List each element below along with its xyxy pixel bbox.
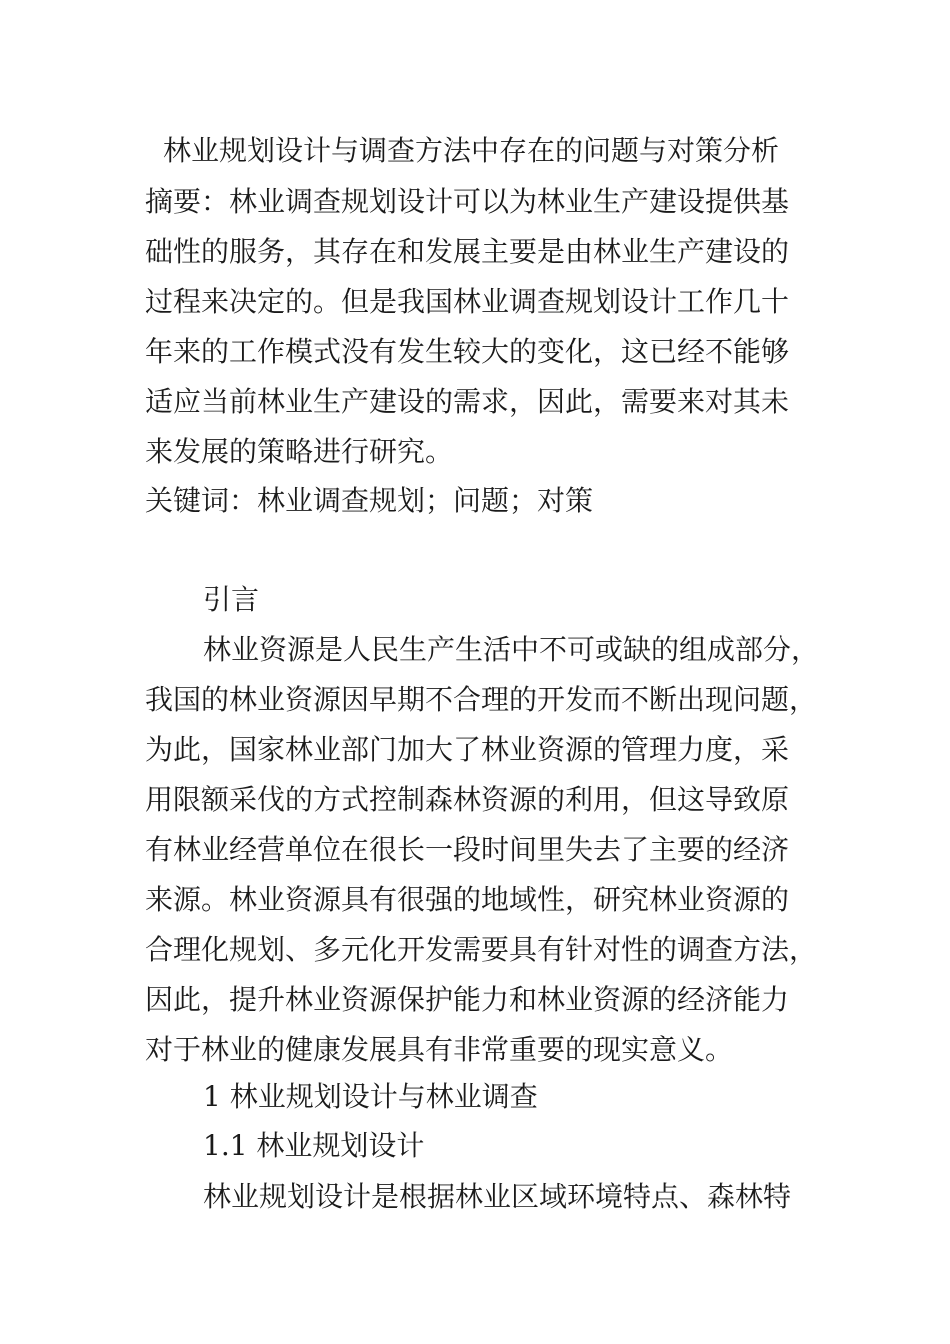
- intro-line: 因此，提升林业资源保护能力和林业资源的经济能力: [145, 983, 790, 1016]
- intro-line: 我国的林业资源因早期不合理的开发而不断出现问题，: [145, 683, 818, 716]
- section-1-1-heading: 1.1 林业规划设计: [203, 1129, 425, 1162]
- keywords-line: 关键词：林业调查规划；问题；对策: [145, 484, 594, 517]
- abstract-line: 适应当前林业生产建设的需求，因此，需要来对其未: [145, 385, 790, 418]
- abstract-line: 过程来决定的。但是我国林业调查规划设计工作几十: [145, 285, 790, 318]
- intro-line: 来源。林业资源具有很强的地域性，研究林业资源的: [145, 883, 790, 916]
- abstract-line: 础性的服务，其存在和发展主要是由林业生产建设的: [145, 235, 790, 268]
- abstract-line: 年来的工作模式没有发生较大的变化，这已经不能够: [145, 335, 790, 368]
- intro-line: 用限额采伐的方式控制森林资源的利用，但这导致原: [145, 783, 790, 816]
- intro-line: 有林业经营单位在很长一段时间里失去了主要的经济: [145, 833, 790, 866]
- abstract-line: 摘要：林业调查规划设计可以为林业生产建设提供基: [145, 185, 790, 218]
- document-title: 林业规划设计与调查方法中存在的问题与对策分析: [163, 134, 780, 167]
- intro-heading: 引言: [203, 583, 260, 616]
- section-1-heading: 1 林业规划设计与林业调查: [203, 1080, 538, 1113]
- section-1-1-line: 林业规划设计是根据林业区域环境特点、森林特: [203, 1180, 792, 1213]
- intro-line: 对于林业的健康发展具有非常重要的现实意义。: [145, 1033, 734, 1066]
- intro-line: 林业资源是人民生产生活中不可或缺的组成部分，: [203, 633, 820, 666]
- intro-line: 为此，国家林业部门加大了林业资源的管理力度，采: [145, 733, 790, 766]
- intro-line: 合理化规划、多元化开发需要具有针对性的调查方法，: [145, 933, 818, 966]
- abstract-line: 来发展的策略进行研究。: [145, 435, 454, 468]
